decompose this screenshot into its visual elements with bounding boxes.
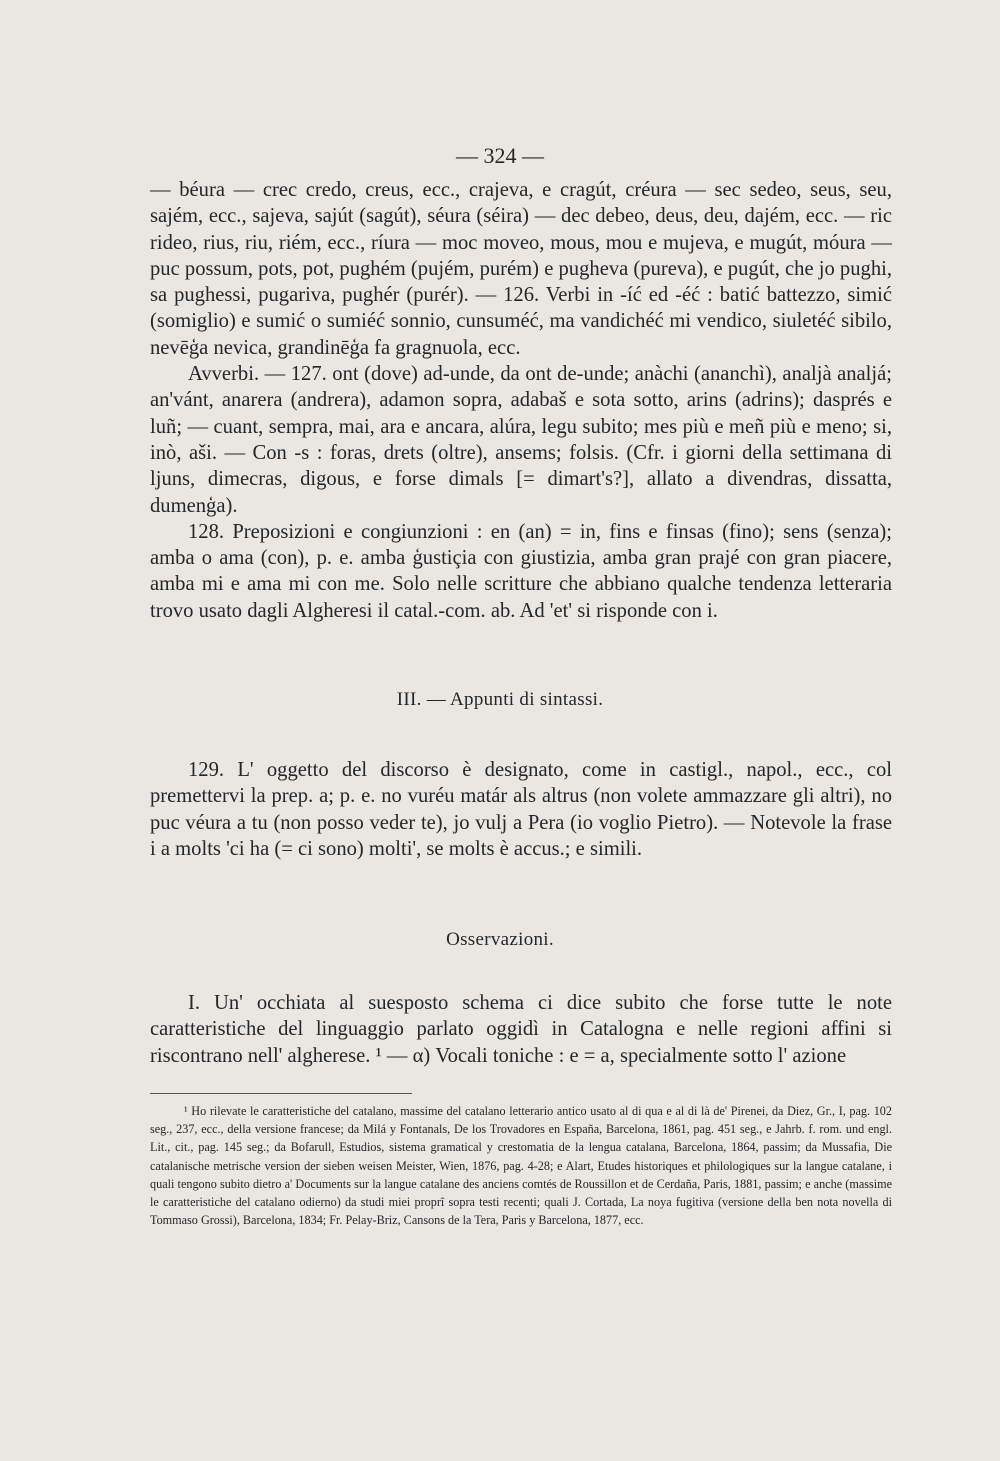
verb-paradigm-text [150, 177, 892, 624]
paragraph-observations: I. Un' occhiata al suesposto schema ci dice subito che forse tutte le note caratteristiche del linguaggio parlato oggidì in Catalogna e nelle regioni affini si riscontrano nell' algherese. ¹ — α) Vocali toniche : e = a, specialmente sotto l' azione [150, 992, 892, 1067]
paragraph-prepositions: 128. Preposizioni e congiunzioni : en (an) = in, fins e finsas (fino); sens (senza); amba o ama (con), p. e. amba ģustiçia con giustizia, amba gran prajé con gran piacere, amba mi e ama mi con me. Solo nelle scritture che abbiano qualche tendenza letteraria trovo usato dagli Algheresi il catal.-com. ab. Ad 'et' si risponde con i. [150, 520, 892, 622]
paragraph-129: 129. L' oggetto del discorso è designato, come in castigl., napol., ecc., col premettervi la prep. a; p. e. no vuréu matár als altrus (non volete ammazzare gli altri), no puc véura a tu (non posso veder te), jo vulj a Pera (io voglio Pietro). — Notevole la frase i a molts 'ci ha (= ci sono) molti', se molts è accus.; e simili. [150, 759, 892, 860]
paragraph-verbs: — béura — crec credo, creus, ecc., crajeva, e cragút, créura — sec sedeo, seus, seu, sajém, ecc., sajeva, sajút (sagút), séura (séira) — dec debeo, deus, deu, dajém, ecc. — ric rideo, rius, riu, riém, ecc., ríura — moc moveo, mous, mou e mujeva, e mugút, móura — puc possum, pots, pot, pughém (pujém, purém) e pugheva (pureva), e pugút, che jo pughi, sa pughessi, pugariva, pughér (purér). — 126. Verbi in -íć ed -éć : batić battezzo, simić (somiglio) e sumić o sumiéć sonnio, cunsuméć, ma vandichéć mi vendico, siuletéć sibilo, nevēģa nevica, grandinēģa fa gragnuola, ecc. [150, 179, 892, 359]
section-heading-syntax: III. — Appunti di sintassi. [396, 689, 604, 710]
observations-text [150, 990, 892, 1069]
footnote-rule [150, 1093, 412, 1094]
section-heading-observations: Osservazioni. [446, 929, 554, 950]
page-number: — 324 — [456, 143, 544, 168]
footnote: ¹ Ho rilevate le caratteristiche del catalano, massime del catalano letterario antico usato al di qua e al di là de' Pirenei, da Diez, Gr., I, pag. 102 seg., 237, ecc., della versione francese; da Milá y Fontanals, De los Trovadores en España, Barcelona, 1861, pag. 451 seg., e Jahrb. f. rom. und engl. Lit., cit., pag. 145 seg.; da Bofarull, Estudios, sistema gramatical y crestomatia de la lengua catalana, Barcelona, 1864, passim; da Mussafia, Die catalanische metrische version der sieben weisen Meister, Wien, 1876, pag. 4-28; e Alart, Etudes historiques et philologiques sur la langue catalane, i quali tengono subito dietro a' Documents sur la langue catalane des anciens comtés de Roussillon et de Cerdaña, Paris, 1881, passim; e anche (massime le caratteristiche del catalano odierno) da studi miei proprî sopra testi recenti; quali J. Cortada, La noya fugitiva (versione della ben nota novella di Tommaso Grossi), Barcelona, 1834; Fr. Pelay-Briz, Cansons de la Tera, Paris y Barcelona, 1877, ecc. [150, 1104, 892, 1228]
paragraph-adverbs: Avverbi. — 127. ont (dove) ad-unde, da ont de-unde; anàchi (ananchì), analjà analjá; an'vánt, anarera (andrera), adamon sopra, adabaš e sota sotto, arins (adrins); dasprés e luñ; — cuant, sempra, mai, ara e ancara, alúra, legu subito; mes più e meñ più e meno; si, inò, aši. — Con -s : foras, drets (oltre), ansems; folsis. (Cfr. i giorni della settimana di ljuns, dimecras, digous, e forse dimals [= dimart's?], allato a divendras, dissatta, dumenģa). [150, 363, 892, 517]
syntax-text [150, 757, 892, 862]
